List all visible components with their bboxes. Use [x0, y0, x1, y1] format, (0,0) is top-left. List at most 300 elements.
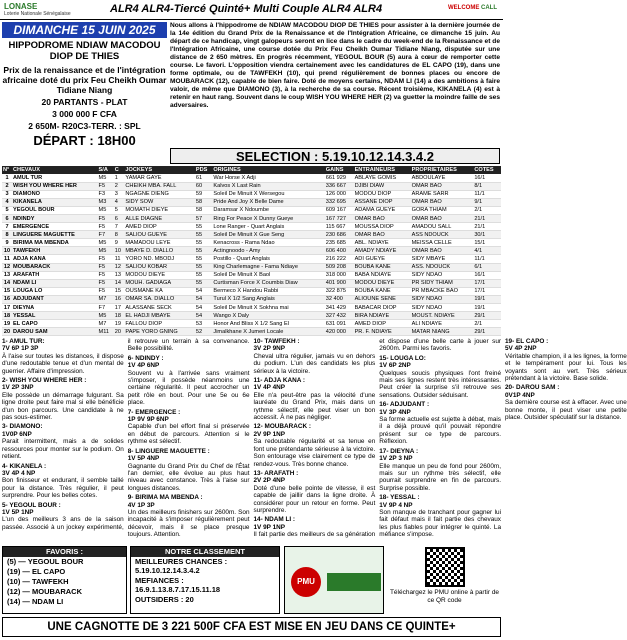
- favori-item: (14) — NDAM LI: [7, 597, 64, 606]
- table-cell: ASS. NDOUCK: [411, 263, 474, 271]
- table-cell: Actingnoodo - Amy: [212, 247, 324, 255]
- column-header: PDS: [195, 166, 213, 174]
- table-cell: BOUBA KANE: [354, 287, 411, 295]
- table-cell: ASS NDOUCK: [411, 231, 474, 239]
- table-cell: 7: [114, 223, 125, 231]
- welcome-call-logo: [448, 5, 497, 11]
- table-cell: 2/1: [473, 206, 501, 214]
- commentary-horse-title: 7- EMERGENCE :: [127, 408, 181, 416]
- table-cell: 3: [114, 190, 125, 198]
- commentary-horse-title: 9- BIRIMA MA MBENDA :: [127, 494, 203, 502]
- table-row: [2, 271, 501, 279]
- table-cell: DIEYNA: [12, 304, 98, 312]
- table-cell: ARAME SARR: [411, 190, 474, 198]
- table-cell: 16/1: [473, 271, 501, 279]
- table-cell: 332 695: [325, 198, 354, 206]
- table-cell: 2/1: [473, 320, 501, 328]
- table-cell: 54: [195, 287, 213, 295]
- commentary-record: 3V 4P 4 NP: [2, 469, 36, 477]
- commentary-entry: [379, 355, 501, 399]
- table-cell: ALIOUNE SENE: [354, 295, 411, 303]
- table-cell: F5: [98, 263, 114, 271]
- commentary-entry: [505, 338, 627, 382]
- commentary-entry: [254, 338, 376, 375]
- table-cell: MOUSSA DIOP: [354, 223, 411, 231]
- logo-left-text: LONASE: [4, 2, 38, 11]
- table-cell: 126 000: [325, 190, 354, 198]
- table-cell: 30/1: [473, 231, 501, 239]
- prix-line-3: Tidiane Niang: [56, 85, 113, 95]
- table-cell: SIDY MBAYE: [411, 255, 474, 263]
- promo-banner: [284, 546, 384, 614]
- table-cell: 15/1: [473, 239, 501, 247]
- commentary-entry: [128, 355, 250, 407]
- qr-code-icon[interactable]: [425, 547, 465, 587]
- table-cell: 230 686: [325, 231, 354, 239]
- table-cell: M5: [98, 239, 114, 247]
- table-cell: KIKANELA: [12, 198, 98, 206]
- table-cell: Soleil De Minuit X Wersegou: [212, 190, 324, 198]
- prix-line-2: africaine doté du prix Feu Cheikh Oumar: [2, 75, 167, 85]
- table-cell: 661 929: [325, 174, 354, 182]
- commentary-entry: [505, 384, 627, 421]
- table-cell: LINGUERE MAGUETTE: [12, 231, 98, 239]
- logo-left-subtitle: Loterie Nationale Sénégalaise: [4, 11, 71, 17]
- table-cell: F7: [98, 304, 114, 312]
- favori-item: (19) — EL CAPO: [7, 567, 66, 576]
- table-cell: 4/1: [473, 247, 501, 255]
- table-cell: TAWFEKH: [12, 247, 98, 255]
- table-cell: OMAR BAO: [411, 214, 474, 222]
- table-cell: 3: [2, 190, 12, 198]
- commentary-text: Elle possède un démarrage fulgurant. Sa ligne droite peut faire mal si elle bénéficie d'un bon parcours. Une candidate à ne pas sous-estimer.: [2, 391, 124, 422]
- table-cell: OMAR BAO: [411, 182, 474, 190]
- table-cell: SIDY SOW: [124, 198, 194, 206]
- table-cell: EL HADJI MBAYE: [124, 312, 194, 320]
- table-cell: ABDOULAYE: [411, 174, 474, 182]
- commentary-record: 1P 9V 9P 6NP: [127, 416, 169, 424]
- depart-time: DÉPART : 18H00: [33, 133, 136, 148]
- commentary-horse-title: 11- ADJA KANA :: [253, 377, 305, 385]
- commentary-horse-title: 17- DIEYNA :: [379, 447, 419, 455]
- column-header: S/A: [98, 166, 114, 174]
- table-cell: 631 091: [325, 320, 354, 328]
- commentary-entry: [379, 401, 501, 445]
- commentary-text: Il fait partie des meilleurs de sa génération et dispose d'une belle carte à jouer sur 2600m. Parmi les favoris.: [253, 338, 501, 539]
- commentary-horse-title: 10- TAWFEKH :: [253, 338, 300, 345]
- table-cell: 17: [114, 304, 125, 312]
- commentary-entry: [2, 338, 124, 375]
- table-cell: 341 429: [325, 304, 354, 312]
- table-cell: EL CAPO: [12, 320, 98, 328]
- table-row: [2, 247, 501, 255]
- lonase-logo: [4, 2, 71, 17]
- table-cell: 322 875: [325, 287, 354, 295]
- table-cell: SIDY NDAO: [411, 271, 474, 279]
- table-cell: 18: [3, 312, 11, 319]
- intro-text: Nous allons à l'hippodrome de NDIAW MACODOU DIOP DE THIES pour assister à la dernière journée de la 14e édition du Grand Prix de la Renaissance et de l'Intégration Africaine, ce dimanche 15 juin. Au départ de ce handicap, vingt galopeurs seront en lice dans le cadre du week-end de la Renaissance et de l'Intégration Africaine, une course dotée du Prix Feu Cheikh Oumar Tidiane Niang, disputée sur une distance de 2 650 mètres. En progrès récemment, YEGOUL BOUR (5) aura à cœur de remporter cette course. Le favori. L'opposition viendra certainement avec les candidatures de EL CAPO (19), dans une forme optimale, ou de TAWFEKH (10), qui prend régulièrement de bonnes places ou encore de MOUBARACK (12), capable de bien faire. Doté de moyens certains, NDAM LI (14) a des ambitions à faire valoir, de même que DIAMONO (3), à la recherche de sa course. Récent troisième, KIKANELA (4) est à retenir en haut rang. Souvent dans le coup WISH YOU WHERE HER (2) va guetter la moindre faille de ses adversaires.: [170, 22, 500, 109]
- commentary-text: Véritable champion, il a les lignes, la forme et le tempérament pour lui. Tous les voyants sont au vert. Très sérieux prétendant à la victoire. Base solide.: [505, 352, 627, 383]
- column-header: JOCKEYS: [124, 166, 194, 174]
- table-cell: M5: [98, 247, 114, 255]
- commentary-entry: [254, 423, 376, 467]
- race-date: DIMANCHE 15 JUIN 2025: [2, 22, 167, 38]
- commentary-text: Quelques soucis physiques l'ont freiné mais ses lignes restent très intéressantes. Peut créer la surprise s'il retrouve ses sensations. Outsider séduisant.: [379, 369, 501, 399]
- table-row: [2, 223, 501, 231]
- table-cell: 57: [195, 214, 213, 222]
- table-cell: M5: [98, 206, 114, 214]
- commentary-text: Gagnante du Grand Prix du Chef de l'État l'an dernier, elle évolue au plus haut niveau avec constance. Très à l'aise sur longues distances.: [127, 462, 250, 492]
- table-cell: F5: [98, 287, 114, 295]
- table-cell: EMERGENCE: [12, 223, 98, 231]
- table-cell: M7: [98, 320, 114, 328]
- commentary-horse-title: 4- KIKANELA :: [2, 462, 47, 470]
- table-cell: LOUGA LO: [12, 287, 98, 295]
- table-row: [2, 287, 501, 295]
- table-cell: 15: [3, 288, 11, 295]
- table-cell: 58: [195, 198, 213, 206]
- table-row: [2, 279, 501, 287]
- table-cell: MODOU DIOP: [354, 190, 411, 198]
- table-cell: 167 727: [325, 214, 354, 222]
- table-cell: DAROU SAM: [12, 328, 98, 336]
- table-cell: War Horse X Adji: [212, 174, 324, 182]
- column-header: N°: [2, 166, 12, 174]
- table-cell: 11/1: [473, 255, 501, 263]
- table-cell: 336 667: [325, 182, 354, 190]
- table-cell: 60: [195, 182, 213, 190]
- commentary-text: Souvent vu à l'arrivée sans vraiment s'imposer, il possède néanmoins une certaine régularité. Il peut accrocher un petit rôle en bout. Pour une 5e ou 6e place.: [127, 369, 250, 407]
- table-row: [2, 255, 501, 263]
- commentary-horse-title: 19- EL CAPO :: [505, 338, 549, 345]
- table-cell: ALLE DIAGNE: [124, 214, 194, 222]
- table-cell: MOMATH DIEYE: [124, 206, 194, 214]
- table-cell: 327 432: [325, 312, 354, 320]
- table-cell: ALASSANE SECK: [124, 304, 194, 312]
- table-cell: M3: [98, 198, 114, 206]
- table-cell: ABL. NDIAYE: [354, 239, 411, 247]
- table-cell: Turul X 1/2 Sang Anglais: [212, 295, 324, 303]
- outsiders: OUTSIDERS : 20: [135, 594, 194, 604]
- commentary-record: 2V 9P 1NP: [253, 430, 286, 438]
- table-cell: DIAMONO: [12, 190, 98, 198]
- table-cell: 8: [114, 231, 125, 239]
- table-cell: ABLAYE GOMIS: [354, 174, 411, 182]
- table-cell: 54: [195, 312, 213, 320]
- commentary-entry: [128, 494, 250, 538]
- table-cell: DJIBI DIAW: [354, 182, 411, 190]
- table-cell: SALIOU KOBAR: [124, 263, 194, 271]
- table-cell: 401 900: [325, 279, 354, 287]
- table-cell: Ring For Peace X Dunny Gueye: [212, 214, 324, 222]
- table-cell: PR SIDY THIAM: [411, 279, 474, 287]
- logo-right-b: CALL: [481, 5, 497, 11]
- commentary-horse-title: 20- DAROU SAM :: [505, 384, 560, 392]
- table-cell: 1: [2, 174, 12, 182]
- banner-title: ALR4 ALR4-Tiercé Quinté+ Multi Couple ALR4 ALR4: [110, 3, 383, 15]
- table-cell: SIDY NDAO: [411, 304, 474, 312]
- table-cell: Lone Ranger - Quart Anglais: [212, 223, 324, 231]
- commentary-record: 7V 6P 1P 3P: [2, 345, 39, 353]
- hippodrome-name: HIPPODROME NDIAW MACODOU DIOP DE THIES: [8, 40, 161, 62]
- table-cell: NDAM LI: [12, 279, 98, 287]
- commentary-entry: [2, 423, 124, 460]
- table-cell: 6: [2, 214, 12, 222]
- commentary-record: 1V 9P 1NP: [253, 523, 286, 531]
- commentary-record: 1V 5P 1NP: [2, 508, 34, 516]
- commentary-horse-title: 14- NDAM LI :: [253, 516, 296, 524]
- table-cell: 10: [114, 247, 125, 255]
- classement-title: NOTRE CLASSEMENT: [131, 547, 279, 557]
- table-cell: F5: [98, 279, 114, 287]
- table-cell: 17/1: [473, 287, 501, 295]
- table-cell: ADJUDANT: [12, 295, 98, 303]
- table-cell: ASSANE DIOP: [354, 198, 411, 206]
- table-cell: 53: [195, 320, 213, 328]
- partants: 20 PARTANTS - PLAT: [41, 97, 128, 107]
- commentary-record: 1V 9P 4 NP: [379, 501, 413, 509]
- commentary-entry: [254, 377, 376, 421]
- table-cell: ADJA KANA: [12, 255, 98, 263]
- table-cell: 6/1: [473, 263, 501, 271]
- table-cell: BIRIMA MA MBENDA: [12, 239, 98, 247]
- table-cell: MBAYE D. DIALLO: [124, 247, 194, 255]
- table-cell: Kalvos X Last Rain: [212, 182, 324, 190]
- table-cell: AMADOU SALL: [411, 223, 474, 231]
- table-cell: 19/1: [473, 295, 501, 303]
- table-cell: 7: [2, 223, 12, 231]
- table-cell: F7: [98, 231, 114, 239]
- table-row: [2, 304, 501, 312]
- commentary-horse-title: 8- LINGUERE MAGUETTE :: [127, 447, 210, 455]
- table-cell: Honor And Bliss X 1/2 Sang El: [212, 320, 324, 328]
- table-cell: GORA THIAM: [411, 206, 474, 214]
- table-row: [2, 190, 501, 198]
- commentary-text: Sa dernière course est à effacer. Avec une bonne monte, il peut viser une petite place. Outsider spéculatif sur la distance.: [505, 399, 627, 422]
- table-cell: 16/1: [473, 174, 501, 182]
- table-cell: 606 400: [325, 247, 354, 255]
- commentary-horse-title: 13- ARAFATH :: [253, 469, 299, 477]
- commentary-entry: [128, 409, 250, 446]
- commentary-text: Un des meilleurs finishers sur 2600m. Son incapacité à s'imposer régulièrement peut décevoir, mais il se place presque toujours. Attention.: [127, 508, 250, 539]
- commentary-text: Sa forme actuelle est sujette à débat, mais il a déjà prouvé qu'il pouvait répondre présent sur ce type de parcours. Réflexion.: [379, 416, 501, 446]
- cagnotte-banner: UNE CAGNOTTE DE 3 221 500F CFA EST MISE EN JEU DANS CE QUINTE+: [2, 617, 501, 637]
- table-cell: AMADY NDIAYE: [354, 247, 411, 255]
- table-cell: YAMAR GAYE: [124, 174, 194, 182]
- table-cell: Curtisman Force X Coumbis Diaw: [212, 279, 324, 287]
- table-cell: F5: [98, 214, 114, 222]
- table-cell: 13: [114, 271, 125, 279]
- classement-box: [130, 546, 280, 614]
- table-cell: SIDY NDAO: [411, 295, 474, 303]
- commentary-record: 2V 2P 4NP: [253, 477, 286, 485]
- table-cell: ARAFATH: [12, 271, 98, 279]
- column-header: GAINS: [325, 166, 354, 174]
- commentary-entry: [2, 463, 124, 500]
- table-cell: 12: [114, 263, 125, 271]
- table-row: [2, 231, 501, 239]
- pmu-logo-icon: PMU: [291, 567, 321, 597]
- table-cell: Soleil De Minuit X Gue Seng: [212, 231, 324, 239]
- table-cell: PR MBACKE BAO: [411, 287, 474, 295]
- table-cell: 14: [114, 279, 125, 287]
- table-cell: M7: [98, 295, 114, 303]
- table-cell: 54: [195, 304, 213, 312]
- table-cell: 216 222: [325, 255, 354, 263]
- commentary-entry: [254, 470, 376, 514]
- top-banner: [0, 0, 503, 20]
- table-cell: MEISSA CELLE: [411, 239, 474, 247]
- column-header: C: [114, 166, 125, 174]
- meilleures-chances-value: 5.19.10.12.14.3.4.2: [135, 566, 200, 575]
- commentary-horse-title: 5- YEGOUL BOUR :: [2, 501, 61, 509]
- commentary-horse-title: 18- YESSAL :: [379, 494, 420, 502]
- column-header: CHEVAUX: [12, 166, 98, 174]
- table-cell: 14: [3, 280, 11, 287]
- promo-graphic: [327, 573, 381, 591]
- table-cell: OMAR BAO: [411, 198, 474, 206]
- logo-right-a: WELCOME: [447, 5, 480, 11]
- commentary-text: À l'aise sur toutes les distances, il dispose d'une redoutable tenue et d'un mental de guerrier. Affaire d'impression.: [2, 352, 124, 375]
- favoris-box: [2, 546, 127, 614]
- favoris-title: FAVORIS :: [3, 547, 126, 557]
- commentary-text: Parait intermittent, mais a de solides ressources pour monter sur le podium. On retient.: [2, 438, 124, 461]
- table-cell: WISH YOU WHERE HER: [12, 182, 98, 190]
- table-cell: 5: [114, 206, 125, 214]
- table-cell: AMED DIOP: [354, 320, 411, 328]
- table-cell: CHEIKH MBA. FALL: [124, 182, 194, 190]
- table-cell: 21/1: [473, 214, 501, 222]
- table-cell: 15: [114, 287, 125, 295]
- table-cell: M11: [98, 328, 114, 336]
- table-cell: FALLOU DIOP: [124, 320, 194, 328]
- qr-section: [388, 546, 501, 614]
- table-row: [2, 263, 501, 271]
- table-cell: MOUST. NDIAYE: [411, 312, 474, 320]
- table-cell: 11: [2, 255, 12, 263]
- table-cell: Postillo - Quart Anglais: [212, 255, 324, 263]
- table-cell: 55: [195, 263, 213, 271]
- table-cell: BIRA NDIAYE: [354, 312, 411, 320]
- table-cell: OMAR BAO: [354, 231, 411, 239]
- commentary-record: 5V 4P 2NP: [505, 345, 537, 353]
- table-cell: 58: [195, 206, 213, 214]
- commentary-record: 0V1P 4NP: [505, 391, 535, 399]
- table-cell: SALIOU GUEYE: [124, 231, 194, 239]
- table-cell: 61: [195, 174, 213, 182]
- table-cell: Wango X Daly: [212, 312, 324, 320]
- commentary-text: Capable d'un bel effort final si préservée en début de parcours. Attention si le rythme est sélectif.: [127, 423, 250, 446]
- table-cell: 32 400: [325, 295, 354, 303]
- commentary-horse-title: 3- DIAMONO:: [2, 423, 43, 431]
- table-cell: 5: [2, 206, 12, 214]
- table-cell: MODOU DIEYE: [354, 279, 411, 287]
- table-cell: 17: [3, 304, 11, 311]
- table-cell: 19: [114, 320, 125, 328]
- commentary-entry: [128, 448, 250, 492]
- table-cell: F5: [98, 223, 114, 231]
- table-cell: BABACAR DIOP: [354, 304, 411, 312]
- commentary-text: Bon finisseur et endurant, il semble taillé pour la distance. Très régulier, il peut surprendre. Pour les belles cotes.: [2, 477, 124, 500]
- table-cell: 20: [114, 328, 125, 336]
- table-cell: 509 208: [325, 263, 354, 271]
- favori-item: (10) — TAWFEKH: [7, 577, 69, 586]
- table-cell: 55: [195, 279, 213, 287]
- table-cell: 420 000: [325, 328, 354, 336]
- table-cell: OMAR BAO: [354, 214, 411, 222]
- commentary-horse-title: 12- MOUBARACK :: [253, 423, 312, 431]
- qr-caption: Téléchargez le PMU online à partir de ce QR code: [389, 589, 500, 604]
- favori-item: (5) — YEGOUL BOUR: [7, 557, 84, 566]
- table-cell: 55: [195, 239, 213, 247]
- table-cell: ADAMA GUEYE: [354, 206, 411, 214]
- table-cell: 4: [2, 198, 12, 206]
- mefiances-value: 16.9.1.13.8.7.17.15.11.18: [135, 585, 221, 594]
- table-cell: NGAGNE DIENG: [124, 190, 194, 198]
- table-cell: Daramsar X Ndoumbe: [212, 206, 324, 214]
- column-header: COTES: [473, 166, 501, 174]
- table-cell: 11/1: [473, 190, 501, 198]
- table-cell: 13: [3, 272, 11, 279]
- commentary-entry: [379, 448, 501, 492]
- commentary-text: Son manque de tranchant pour gagner lui fait défaut mais il fait partie des chevaux les plus fiables pour intégrer le quinté. La méfiance s'impose.: [379, 508, 501, 539]
- table-cell: F5: [98, 182, 114, 190]
- table-cell: 235 685: [325, 239, 354, 247]
- table-cell: ADI GUEYE: [354, 255, 411, 263]
- commentary-record: 1V 3P 4NP: [379, 408, 411, 416]
- table-cell: 2: [114, 182, 125, 190]
- commentary-text: Cheval ultra régulier, jamais vu en dehors du podium. L'un des candidats les plus sérieux à la victoire.: [253, 352, 376, 375]
- table-cell: BOUBA KANE: [354, 263, 411, 271]
- commentary-record: 4V 1P 3P: [127, 501, 155, 509]
- table-cell: 52: [195, 328, 213, 336]
- table-cell: F5: [98, 271, 114, 279]
- table-row: [2, 328, 501, 336]
- table-cell: 19/1: [473, 304, 501, 312]
- table-cell: YEGOUL BOUR: [12, 206, 98, 214]
- table-cell: 19: [3, 320, 11, 327]
- commentary-record: 1V 5P 4NP: [127, 455, 160, 463]
- table-cell: M5: [98, 174, 114, 182]
- table-cell: 6: [114, 214, 125, 222]
- commentary-text: Elle manque un peu de fond pour 2600m, mais sur un rythme très sélectif, elle pourrait surprendre en fin de parcours. Surprise possible.: [379, 462, 501, 492]
- table-cell: 55: [195, 231, 213, 239]
- table-cell: Kenacross - Rama Ndao: [212, 239, 324, 247]
- commentary-record: 1V 2P 3 NP: [379, 455, 413, 463]
- table-cell: 10: [3, 247, 11, 254]
- meilleures-chances-label: MEILLEURES CHANCES :: [135, 556, 228, 566]
- table-cell: Pride And Joy X Belle Dame: [212, 198, 324, 206]
- commentary-record: 1V 4P 6NP: [127, 362, 160, 370]
- column-header: PROPRIETAIRES: [411, 166, 474, 174]
- table-cell: F3: [98, 190, 114, 198]
- table-cell: 59: [195, 190, 213, 198]
- table-cell: 55: [195, 271, 213, 279]
- commentary-record: 1V0P 6NP: [2, 430, 32, 438]
- table-cell: PAPE YORO GNING: [124, 328, 194, 336]
- prix-name: [2, 65, 167, 95]
- table-cell: 54: [195, 295, 213, 303]
- table-cell: 21/1: [473, 223, 501, 231]
- table-cell: 29/1: [473, 328, 501, 336]
- table-row: [2, 239, 501, 247]
- table-cell: 12: [3, 264, 11, 271]
- table-cell: 55: [195, 255, 213, 263]
- table-cell: 609 167: [325, 206, 354, 214]
- table-cell: MATAR NIANG: [411, 328, 474, 336]
- table-cell: 8: [2, 231, 12, 239]
- column-header: ORIGINES: [212, 166, 324, 174]
